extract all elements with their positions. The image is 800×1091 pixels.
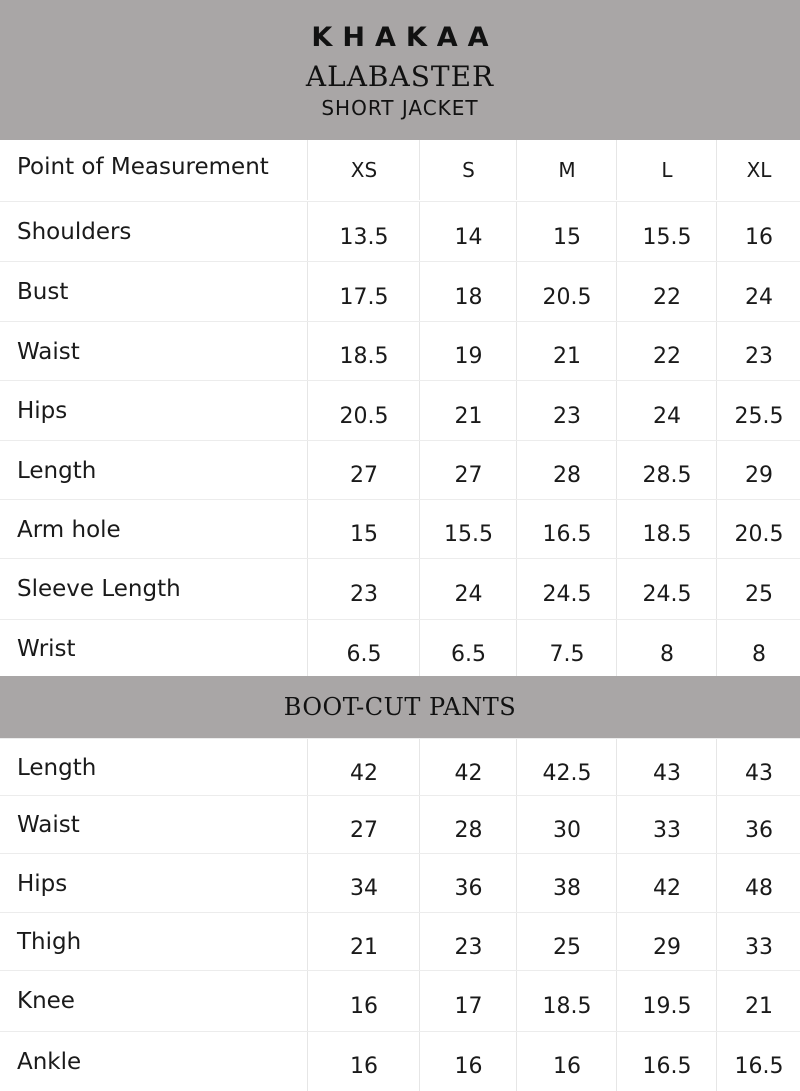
size-header-row	[0, 140, 800, 200]
size-cell-xl	[716, 1032, 800, 1091]
table-row	[0, 499, 800, 559]
measurement-value: 24.5	[542, 582, 592, 607]
table-row	[0, 321, 800, 381]
measurement-value: 43	[745, 761, 773, 786]
table-row	[0, 201, 800, 262]
jacket-measurement-label: Waist	[17, 339, 80, 365]
table-row	[0, 795, 800, 854]
size-cell-s	[419, 854, 517, 913]
size-header-l: L	[616, 140, 717, 200]
size-cell-xl	[716, 441, 800, 500]
jacket-measurement-label: Arm hole	[17, 517, 121, 543]
measurement-value: 14	[454, 225, 483, 250]
table-row	[0, 853, 800, 913]
measurement-value: 24.5	[642, 582, 692, 607]
size-cell-xl	[716, 796, 800, 854]
measurement-value: 16.5	[542, 522, 592, 547]
measurement-value: 27	[350, 463, 378, 488]
measurement-value: 15	[350, 522, 378, 547]
measurement-value: 38	[553, 876, 581, 901]
size-header-xl: XL	[716, 140, 800, 200]
measurement-value: 30	[553, 818, 581, 843]
measurement-value: 23	[350, 582, 378, 607]
size-cell-xs	[307, 854, 420, 913]
measurement-value: 24	[454, 582, 483, 607]
measurement-value: 19	[454, 344, 483, 369]
size-cell-xl	[716, 381, 800, 441]
jacket-measurement-label: Shoulders	[17, 219, 132, 245]
measurement-value: 42	[350, 761, 378, 786]
size-cell-l	[616, 739, 717, 796]
size-cell-m	[516, 441, 617, 500]
size-header-xs: XS	[307, 140, 420, 200]
size-cell-xl	[716, 322, 800, 381]
pants-section-banner	[0, 676, 800, 738]
size-header-m: M	[516, 140, 617, 200]
size-cell-m	[516, 500, 617, 559]
measurement-value: 42.5	[542, 761, 592, 786]
measurement-value: 23	[553, 404, 581, 429]
measurement-value: 18.5	[542, 994, 592, 1019]
measurement-value: 27	[350, 818, 378, 843]
header-banner	[0, 0, 800, 140]
size-cell-xl	[716, 620, 800, 677]
size-cell-m	[516, 202, 617, 262]
table-row	[0, 1031, 800, 1091]
measurement-value: 16.5	[734, 1054, 784, 1079]
product-name: ALABASTER	[305, 60, 495, 93]
size-cell-l	[616, 796, 717, 854]
size-cell-xs	[307, 971, 420, 1032]
size-cell-l	[616, 441, 717, 500]
size-cell-s	[419, 381, 517, 441]
measurement-value: 25	[745, 582, 773, 607]
size-cell-xs	[307, 500, 420, 559]
table-row	[0, 440, 800, 500]
table-row	[0, 261, 800, 322]
measurement-value: 20.5	[339, 404, 389, 429]
size-cell-xs	[307, 559, 420, 620]
size-cell-s	[419, 559, 517, 620]
measurement-value: 22	[653, 285, 681, 310]
measurement-value: 15	[553, 225, 581, 250]
measurement-value: 21	[454, 404, 483, 429]
measurement-value: 6.5	[451, 642, 486, 667]
pants-measurement-label: Hips	[17, 871, 68, 897]
pants-measurement-label: Waist	[17, 812, 80, 838]
measurement-value: 48	[745, 876, 773, 901]
size-cell-l	[616, 322, 717, 381]
measurement-value: 23	[745, 344, 773, 369]
size-header-s: S	[419, 140, 517, 200]
pants-measurement-label: Length	[17, 755, 97, 781]
measurement-value: 16	[745, 225, 773, 250]
jacket-measurement-label: Wrist	[17, 636, 76, 662]
size-cell-s	[419, 262, 517, 322]
pants-measurement-label: Ankle	[17, 1049, 82, 1075]
size-cell-xl	[716, 971, 800, 1032]
measurement-value: 33	[653, 818, 681, 843]
measurement-value: 28	[553, 463, 581, 488]
size-cell-xs	[307, 381, 420, 441]
measurement-value: 29	[745, 463, 773, 488]
measurement-value: 36	[454, 876, 483, 901]
size-cell-s	[419, 971, 517, 1032]
measurement-value: 18.5	[339, 344, 389, 369]
measurement-value: 16	[350, 1054, 378, 1079]
size-cell-xl	[716, 500, 800, 559]
product-subtitle: SHORT JACKET	[321, 96, 479, 120]
measurement-value: 36	[745, 818, 773, 843]
table-row	[0, 619, 800, 677]
measurement-value: 17.5	[339, 285, 389, 310]
measurement-column-header: Point of Measurement	[17, 154, 269, 180]
measurement-value: 13.5	[339, 225, 389, 250]
size-cell-xs	[307, 1032, 420, 1091]
size-cell-xl	[716, 913, 800, 971]
size-cell-xs	[307, 620, 420, 677]
measurement-value: 6.5	[346, 642, 382, 667]
size-cell-l	[616, 1032, 717, 1091]
pants-measurement-label: Thigh	[17, 929, 82, 955]
table-row	[0, 738, 800, 796]
jacket-measurement-label: Sleeve Length	[17, 576, 181, 602]
measurement-value: 19.5	[642, 994, 692, 1019]
jacket-measurement-label: Hips	[17, 398, 68, 424]
size-cell-m	[516, 620, 617, 677]
size-cell-m	[516, 381, 617, 441]
size-cell-s	[419, 796, 517, 854]
measurement-value: 8	[660, 642, 674, 667]
size-cell-l	[616, 500, 717, 559]
size-cell-xl	[716, 202, 800, 262]
size-cell-s	[419, 620, 517, 677]
brand-name: KHAKAA	[311, 22, 499, 53]
size-cell-s	[419, 913, 517, 971]
size-cell-xl	[716, 854, 800, 913]
measurement-value: 43	[653, 761, 681, 786]
size-cell-xs	[307, 739, 420, 796]
measurement-value: 42	[454, 761, 483, 786]
jacket-measurement-label: Length	[17, 458, 97, 484]
size-cell-xs	[307, 202, 420, 262]
size-cell-l	[616, 620, 717, 677]
size-cell-xl	[716, 739, 800, 796]
measurement-value: 16	[553, 1054, 581, 1079]
size-cell-l	[616, 202, 717, 262]
measurement-value: 16.5	[642, 1054, 692, 1079]
measurement-value: 7.5	[549, 642, 585, 667]
size-cell-m	[516, 971, 617, 1032]
measurement-value: 23	[454, 935, 483, 960]
measurement-value: 16	[350, 994, 378, 1019]
size-cell-m	[516, 322, 617, 381]
measurement-value: 15.5	[642, 225, 692, 250]
size-cell-m	[516, 1032, 617, 1091]
measurement-value: 18.5	[642, 522, 692, 547]
size-cell-xs	[307, 262, 420, 322]
measurement-value: 22	[653, 344, 681, 369]
size-cell-s	[419, 500, 517, 559]
size-cell-l	[616, 381, 717, 441]
table-row	[0, 970, 800, 1032]
size-cell-m	[516, 262, 617, 322]
size-cell-xl	[716, 559, 800, 620]
size-cell-m	[516, 739, 617, 796]
measurement-value: 34	[350, 876, 378, 901]
pants-measurement-label: Knee	[17, 988, 75, 1014]
size-cell-l	[616, 559, 717, 620]
measurement-value: 24	[745, 285, 773, 310]
measurement-value: 33	[745, 935, 773, 960]
size-cell-xs	[307, 913, 420, 971]
size-cell-s	[419, 739, 517, 796]
table-row	[0, 380, 800, 441]
size-cell-l	[616, 262, 717, 322]
measurement-value: 16	[454, 1054, 483, 1079]
measurement-value: 20.5	[734, 522, 784, 547]
measurement-value: 21	[350, 935, 378, 960]
measurement-value: 29	[653, 935, 681, 960]
jacket-measurement-label: Bust	[17, 279, 69, 305]
table-row	[0, 558, 800, 620]
size-cell-s	[419, 1032, 517, 1091]
size-cell-m	[516, 559, 617, 620]
measurement-value: 25.5	[734, 404, 784, 429]
measurement-value: 17	[454, 994, 483, 1019]
size-cell-s	[419, 202, 517, 262]
size-cell-s	[419, 441, 517, 500]
pants-section-title: BOOT-CUT PANTS	[283, 693, 517, 721]
size-cell-m	[516, 796, 617, 854]
size-cell-xs	[307, 796, 420, 854]
size-cell-l	[616, 971, 717, 1032]
size-cell-xs	[307, 322, 420, 381]
measurement-value: 20.5	[542, 285, 592, 310]
size-cell-l	[616, 854, 717, 913]
measurement-value: 8	[752, 642, 766, 667]
size-cell-m	[516, 854, 617, 913]
measurement-value: 21	[553, 344, 581, 369]
measurement-value: 21	[745, 994, 773, 1019]
size-cell-m	[516, 913, 617, 971]
measurement-value: 15.5	[444, 522, 493, 547]
measurement-value: 42	[653, 876, 681, 901]
measurement-value: 28.5	[642, 463, 692, 488]
size-cell-xs	[307, 441, 420, 500]
measurement-value: 18	[454, 285, 483, 310]
measurement-value: 24	[653, 404, 681, 429]
size-cell-s	[419, 322, 517, 381]
size-cell-xl	[716, 262, 800, 322]
table-row	[0, 912, 800, 971]
measurement-value: 27	[454, 463, 483, 488]
measurement-value: 28	[454, 818, 483, 843]
size-cell-l	[616, 913, 717, 971]
measurement-value: 25	[553, 935, 581, 960]
